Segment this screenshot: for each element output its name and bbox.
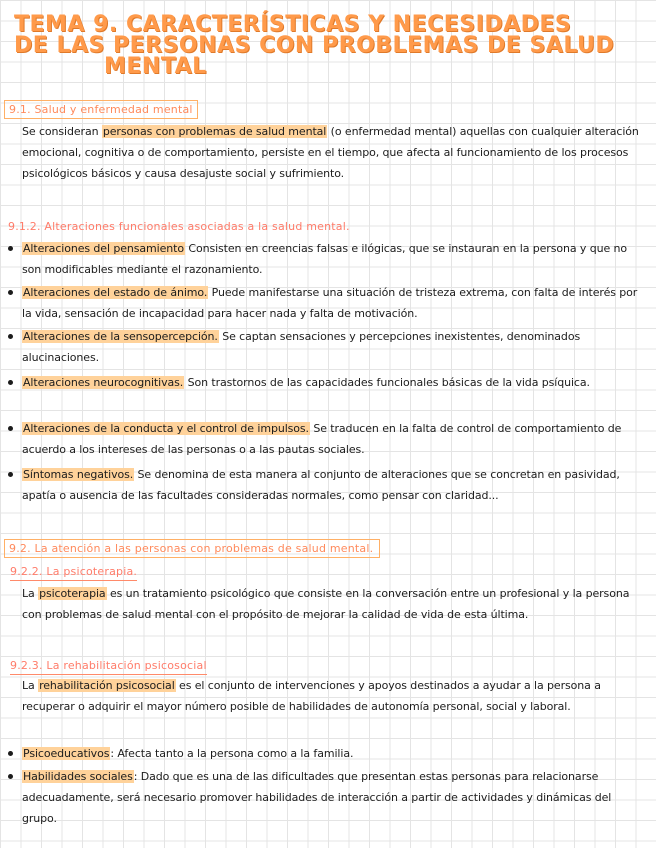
paragraph-text: es el conjunto de intervenciones y apoyos destinados a ayudar a la persona a recuperar o adquirir el mayor número posible de habilidades de autonomía personal, social y laboral. [22, 679, 601, 713]
section-9-1-2-heading: 9.1.2. Alteraciones funcionales asociadas a la salud mental. [8, 220, 350, 233]
bullet-text: Se captan sensaciones y percepciones inexistentes, denominados alucinaciones. [22, 330, 581, 364]
paragraph-text: (o enfermedad mental) aquellas con cualquier alteración emocional, cognitiva o de comportamiento, persiste en el tiempo, que afecta al funcionamiento de los procesos psicológicos básicos y causa desajuste social y sufrimiento. [22, 125, 639, 180]
bullet-icon [8, 426, 13, 431]
bullet-icon [8, 472, 13, 477]
paragraph-text: Se consideran [22, 125, 102, 138]
section-9-1-paragraph [22, 121, 646, 184]
section-9-2-3-heading: 9.2.3. La rehabilitación psicosocial [10, 657, 207, 675]
bullet-term: Alteraciones del estado de ánimo. [23, 286, 208, 299]
bullet-icon [8, 774, 13, 779]
bullet-term: Alteraciones del pensamiento [23, 242, 184, 255]
bullet-term: Alteraciones neurocognitivas. [23, 376, 184, 389]
paragraph-text: La [22, 587, 39, 600]
title-block [14, 14, 644, 77]
bullet-text: Se denomina de esta manera al conjunto de alteraciones que se concretan en pasividad, apatía o ausencia de las facultades consideradas normales, como pensar con claridad... [22, 468, 620, 502]
bullet-text: Puede manifestarse una situación de tristeza extrema, con falta de interés por la vida, sensación de incapacidad para hacer nada y falta de motivación. [22, 286, 638, 320]
title-line-3: MENTAL [104, 54, 207, 79]
page-title [14, 14, 644, 77]
bullet-term: Alteraciones de la sensopercepción. [23, 330, 218, 343]
bullet-term: Psicoeducativos [23, 747, 110, 760]
bullet-text: : Dado que es una de las dificultades que presentan estas personas para relacionarse adecuadamente, será necesario promover habilidades de interacción a partir de actividades y dinámicas del grupo. [22, 770, 612, 825]
bullet-icon [8, 246, 13, 251]
paragraph-text: es un tratamiento psicológico que consiste en la conversación entre un profesional y la persona con problemas de salud mental con el propósito de mejorar la calidad de vida de esta última. [22, 587, 630, 621]
bullet-icon [8, 290, 13, 295]
paragraph-text: La [22, 679, 39, 692]
bullet-term: Habilidades sociales [23, 770, 133, 783]
bullet-text: : Afecta tanto a la persona como a la familia. [110, 747, 354, 760]
bullet-icon [8, 380, 13, 385]
highlight-term: personas con problemas de salud mental [102, 125, 327, 138]
section-9-2-3-paragraph [22, 675, 646, 717]
bullet-text: Consisten en creencias falsas e ilógicas, que se instauran en la persona y que no son modificables mediante el razonamiento. [22, 242, 628, 276]
section-9-2-2-paragraph [22, 583, 646, 625]
title-line-2: DE LAS PERSONAS CON PROBLEMAS DE SALUD [14, 33, 615, 58]
bullet-text: Son trastornos de las capacidades funcionales básicas de la vida psíquica. [184, 376, 590, 389]
section-9-2-heading: 9.2. La atención a las personas con problemas de salud mental. [4, 539, 380, 558]
title-line-1: TEMA 9. CARACTERÍSTICAS Y NECESIDADES [14, 12, 572, 37]
bullet-icon [8, 334, 13, 339]
bullet-text: Se traducen en la falta de control de comportamiento de acuerdo a los intereses de las personas o a las pautas sociales. [22, 422, 622, 456]
highlight-term: psicoterapia [39, 587, 106, 600]
highlight-term: rehabilitación psicosocial [39, 679, 175, 692]
section-9-1-heading: 9.1. Salud y enfermedad mental [4, 100, 198, 119]
bullet-term: Alteraciones de la conducta y el control de impulsos. [23, 422, 309, 435]
bullet-term: Síntomas negativos. [23, 468, 134, 481]
bullet-icon [8, 751, 13, 756]
section-9-2-2-heading: 9.2.2. La psicoterapia. [10, 563, 137, 581]
